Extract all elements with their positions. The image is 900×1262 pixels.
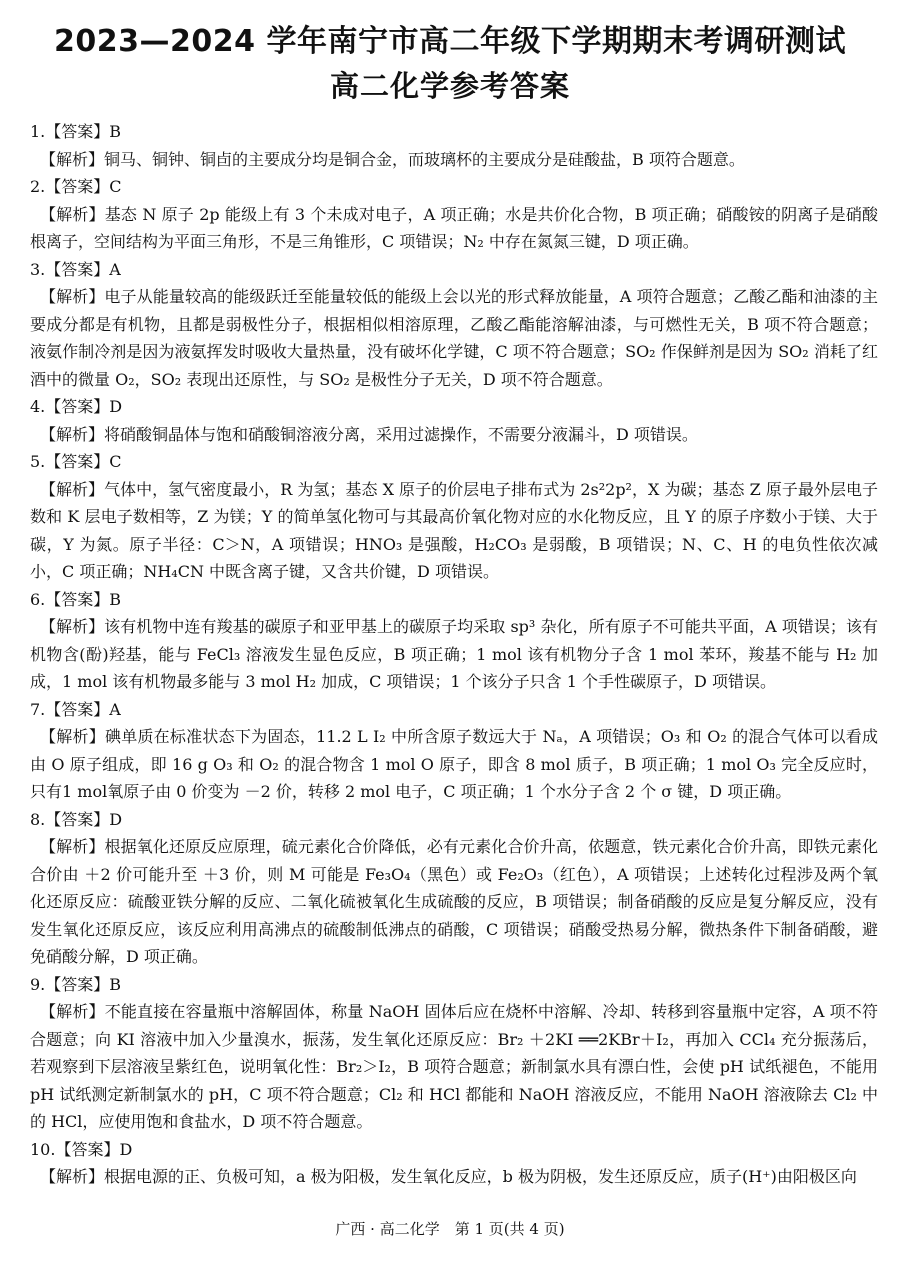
answer-item-2 <box>30 173 878 256</box>
document-subtitle: 高二化学参考答案 <box>329 69 570 103</box>
answer-line: 1.【答案】B <box>30 122 122 141</box>
answer-line: 9.【答案】B <box>30 974 122 994</box>
answer-item-1 <box>30 118 878 173</box>
answer-line: 6.【答案】B <box>30 589 122 609</box>
explanation: 【解析】碘单质在标准状态下为固态，11.2 L I₂ 中所含原子数远大于 Nₐ，A 项错误；O₃ 和 O₂ 的混合气体可以看成由 O 原子组成，即 16 g O₃ 和 O₂ 的混合物含 1 mol O 原子，即含 8 mol 质子，B 项正确；1 mol O₃ 完全反应时，只有1 mol氧原子由 0 价变为 －2 价，转移 2 mol 电子，C 项正确；1 个水分子含 2 个 σ 键，D 项正确。 <box>30 727 878 801</box>
answer-item-8 <box>30 806 878 971</box>
answer-line: 2.【答案】C <box>30 177 122 196</box>
answer-line: 4.【答案】D <box>30 397 123 416</box>
answer-item-9 <box>30 971 878 1136</box>
answer-line: 7.【答案】A <box>30 699 121 719</box>
answer-item-10 <box>30 1136 878 1191</box>
document-title: 2023—2024 学年南宁市高二年级下学期期末考调研测试 <box>54 24 846 59</box>
explanation: 【解析】电子从能量较高的能级跃迁至能量较低的能级上会以光的形式释放能量，A 项符合题意；乙酸乙酯和油漆的主要成分都是有机物，且都是弱极性分子，根据相似相溶原理，乙酸乙酯能溶解油漆，与可燃性无关，B 项不符合题意；液氨作制冷剂是因为液氨挥发时吸收大量热量，没有破坏化学键，C 项不符合题意；SO₂ 作保鲜剂是因为 SO₂ 消耗了红酒中的微量 O₂，SO₂ 表现出还原性，与 SO₂ 是极性分子无关，D 项不符合题意。 <box>30 287 878 389</box>
explanation: 【解析】该有机物中连有羧基的碳原子和亚甲基上的碳原子均采取 sp³ 杂化，所有原子不可能共平面，A 项错误；该有机物含(酚)羟基，能与 FeCl₃ 溶液发生显色反应，B 项正确；1 mol 该有机物分子含 1 mol 苯环，羧基不能与 H₂ 加成，1 mol 该有机物最多能与 3 mol H₂ 加成，C 项错误；1 个该分子只含 1 个手性碳原子，D 项错误。 <box>30 617 878 691</box>
explanation: 【解析】根据氧化还原反应原理，硫元素化合价降低，必有元素化合价升高，依题意，铁元素化合价升高，即铁元素化合价由 ＋2 价可能升至 ＋3 价，则 M 可能是 Fe₃O₄（黑色）或 Fe₂O₃（红色），A 项错误；上述转化过程涉及两个氧化还原反应：硫酸亚铁分解的反应、二氧化硫被氧化生成硫酸的反应，B 项错误；制备硝酸的反应是复分解反应，没有发生氧化还原反应，该反应利用高沸点的硫酸制低沸点的硝酸，C 项错误；硝酸受热易分解，微热条件下制备硝酸，避免硝酸分解，D 项正确。 <box>30 837 878 966</box>
page-footer: 广西 · 高二化学 第 1 页(共 4 页) <box>335 1220 565 1238</box>
explanation: 【解析】将硝酸铜晶体与饱和硝酸铜溶液分离，采用过滤操作，不需要分液漏斗，D 项错误。 <box>40 424 698 444</box>
explanation: 【解析】气体中，氢气密度最小，R 为氢；基态 X 原子的价层电子排布式为 2s²2p²，X 为碳；基态 Z 原子最外层电子数和 K 层电子数相等，Z 为镁；Y 的简单氢化物可与其最高价氧化物对应的水化物反应，且 Y 的原子序数小于镁、大于碳，Y 为氮。原子半径：C＞N，A 项错误；HNO₃ 是强酸，H₂CO₃ 是弱酸，B 项错误；N、C、H 的电负性依次减小，C 项正确；NH₄CN 中既含离子键，又含共价键，D 项错误。 <box>30 479 878 581</box>
answer-item-4 <box>30 393 878 448</box>
explanation: 【解析】根据电源的正、负极可知，a 极为阳极，发生氧化反应，b 极为阴极，发生还原反应，质子(H⁺)由阳极区向 <box>40 1167 857 1186</box>
answer-line: 5.【答案】C <box>30 452 122 471</box>
answer-item-3 <box>30 256 878 394</box>
answer-line: 8.【答案】D <box>30 809 123 829</box>
answer-item-7 <box>30 696 878 806</box>
answer-line: 3.【答案】A <box>30 259 121 279</box>
explanation: 【解析】基态 N 原子 2p 能级上有 3 个未成对电子，A 项正确；水是共价化合物，B 项正确；硝酸铵的阴离子是硝酸根离子，空间结构为平面三角形，不是三角锥形，C 项错误；N₂ 中存在氮氮三键，D 项正确。 <box>30 204 878 251</box>
answer-item-6 <box>30 586 878 696</box>
explanation: 【解析】铜马、铜钟、铜卣的主要成分均是铜合金，而玻璃杯的主要成分是硅酸盐，B 项符合题意。 <box>40 149 745 169</box>
answer-list <box>30 118 878 1191</box>
explanation: 【解析】不能直接在容量瓶中溶解固体，称量 NaOH 固体后应在烧杯中溶解、冷却、转移到容量瓶中定容，A 项不符合题意；向 KI 溶液中加入少量溴水，振荡，发生氧化还原反应：Br₂ ＋2KI ══2KBr＋I₂，再加入 CCl₄ 充分振荡后，若观察到下层溶液呈紫红色，说明氧化性：Br₂＞I₂，B 项符合题意；新制氯水具有漂白性，会使 pH 试纸褪色，不能用 pH 试纸测定新制氯水的 pH，C 项不符合题意；Cl₂ 和 HCl 都能和 NaOH 溶液反应，不能用 NaOH 溶液除去 Cl₂ 中的 HCl，应使用饱和食盐水，D 项不符合题意。 <box>30 1002 878 1131</box>
answer-item-5 <box>30 448 878 586</box>
answer-line: 10.【答案】D <box>30 1139 133 1159</box>
